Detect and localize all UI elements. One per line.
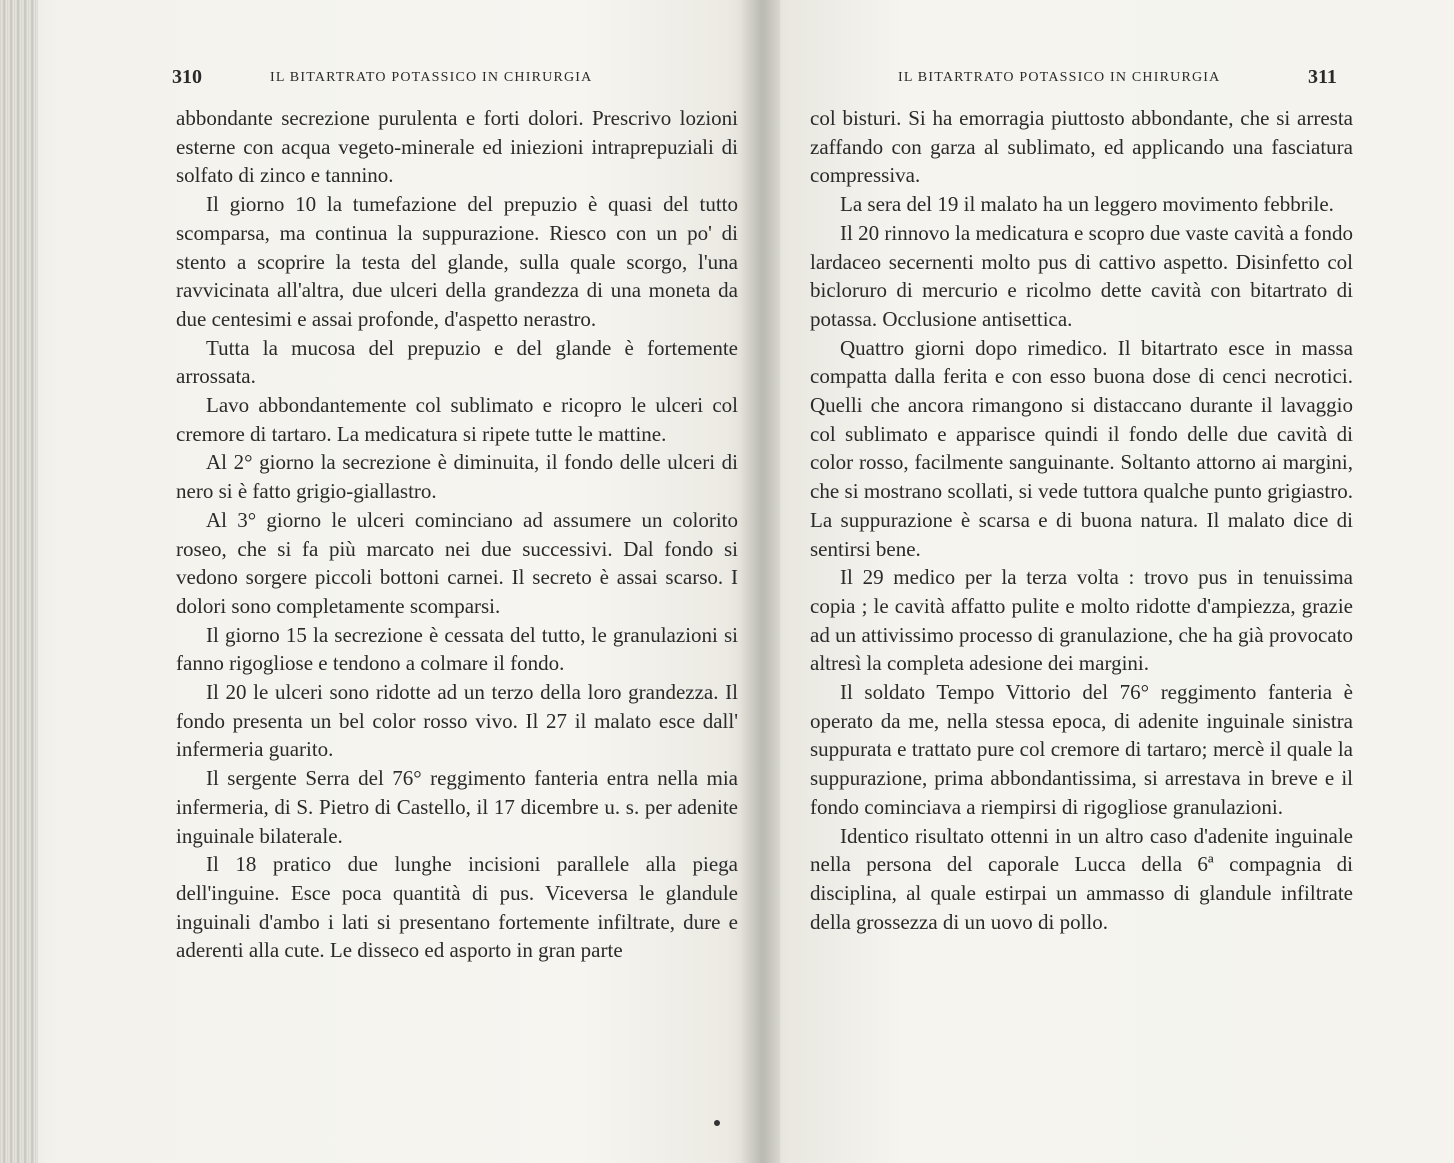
paragraph: Il giorno 15 la secrezione è cessata del tutto, le granulazioni si fanno rigogliose e tendono a colmare il fondo.	[176, 622, 738, 676]
paragraph: Il 20 le ulceri sono ridotte ad un terzo della loro grandezza. Il fondo presenta un bel color rosso vivo. Il 27 il malato esce dall' infermeria guarito.	[176, 680, 738, 762]
paragraph: Quattro giorni dopo rimedico. Il bitartrato esce in massa compatta dalla ferita e con esso buona dose di cenci necrotici. Quelli che ancora rimangono si distaccano durante il lavaggio col sublimato e apparisce quindi il fondo delle due cavità di color rosso, facilmente sanguinante. Soltanto attorno ai margini, che si mostrano scollati, si vede tuttora qualche punto grigiastro. La suppurazione è scarsa e di buona natura. Il malato dice di sentirsi bene.	[810, 335, 1353, 561]
book-edge	[0, 0, 38, 1163]
left-page	[38, 0, 738, 1163]
paragraph: Identico risultato ottenni in un altro caso d'adenite inguinale nella persona del caporale Lucca della 6ª compagnia di disciplina, al quale estirpai un ammasso di glandule infiltrate della grossezza di un uovo di pollo.	[810, 823, 1353, 934]
right-page	[780, 0, 1454, 1163]
paragraph: Lavo abbondantemente col sublimato e ricopro le ulceri col cremore di tartaro. La medicatura si ripete tutte le mattine.	[176, 393, 738, 446]
paragraph: La sera del 19 il malato ha un leggero movimento febbrile.	[840, 192, 1334, 217]
paragraph: Al 3° giorno le ulceri cominciano ad assumere un colorito roseo, che si fa più marcato nei due successivi. Dal fondo si vedono sorgere piccoli bottoni carnei. Il secreto è assai scarso. I dolori sono completamente scomparsi.	[176, 507, 738, 618]
paragraph: Il soldato Tempo Vittorio del 76° reggimento fanteria è operato da me, nella stessa epoca, di adenite inguinale sinistra suppurata e trattato pure col cremore di tartaro; mercè il quale la suppurazione, prima abbondantissima, si arrestava in breve e il fondo cominciava a riempirsi di rigogliose granulazioni.	[810, 680, 1353, 819]
book-gutter	[740, 0, 780, 1163]
ink-speck	[714, 1120, 720, 1126]
paragraph: Al 2° giorno la secrezione è diminuita, il fondo delle ulceri di nero si è fatto grigio-giallastro.	[176, 450, 738, 504]
page-number-right: 311	[1308, 66, 1337, 88]
paragraph: Il 20 rinnovo la medicatura e scopro due vaste cavità a fondo lardaceo secernenti molto pus di cattivo aspetto. Disinfetto col bicloruro di mercurio e ricolmo dette cavità con bitartrato di potassa. Occlusione antisettica.	[810, 220, 1353, 331]
paragraph: Il giorno 10 la tumefazione del prepuzio è quasi del tutto scomparsa, ma continua la suppurazione. Riesco con un po' di stento a scoprire la testa del glande, sulla quale scorgo, l'una ravvicinata all'altra, due ulceri della grandezza di una moneta da due centesimi e assai profonde, d'aspetto nerastro.	[176, 192, 738, 331]
running-head-right: IL BITARTRATO POTASSICO IN CHIRURGIA	[898, 70, 1221, 85]
paragraph: Tutta la mucosa del prepuzio e del glande è fortemente arrossata.	[176, 335, 738, 389]
paragraph: col bisturi. Si ha emorragia piuttosto abbondante, che si arresta zaffando con garza al sublimato, ed applicando una fasciatura compressiva.	[810, 106, 1353, 188]
running-head-left: IL BITARTRATO POTASSICO IN CHIRURGIA	[270, 70, 593, 85]
paragraph: Il 29 medico per la terza volta : trovo pus in tenuissima copia ; le cavità affatto pulite e molto ridotte d'ampiezza, grazie ad un attivissimo processo di granulazione, che ha già provocato altresì la completa adesione dei margini.	[810, 565, 1353, 676]
left-page-text	[176, 104, 738, 965]
paragraph: Il 18 pratico due lunghe incisioni parallele alla piega dell'inguine. Esce poca quantità di pus. Viceversa le glandule inguinali d'ambo i lati si presentano fortemente infiltrate, dure e aderenti alla cute. Le disseco ed asporto in gran parte	[176, 852, 738, 963]
paragraph: Il sergente Serra del 76° reggimento fanteria entra nella mia infermeria, di S. Pietro di Castello, il 17 dicembre u. s. per adenite inguinale bilaterale.	[176, 766, 738, 848]
paragraph: abbondante secrezione purulenta e forti dolori. Prescrivo lozioni esterne con acqua vegeto-minerale ed iniezioni intraprepuziali di solfato di zinco e tannino.	[176, 106, 738, 188]
right-page-text	[810, 104, 1353, 936]
page-number-left: 310	[172, 66, 202, 88]
